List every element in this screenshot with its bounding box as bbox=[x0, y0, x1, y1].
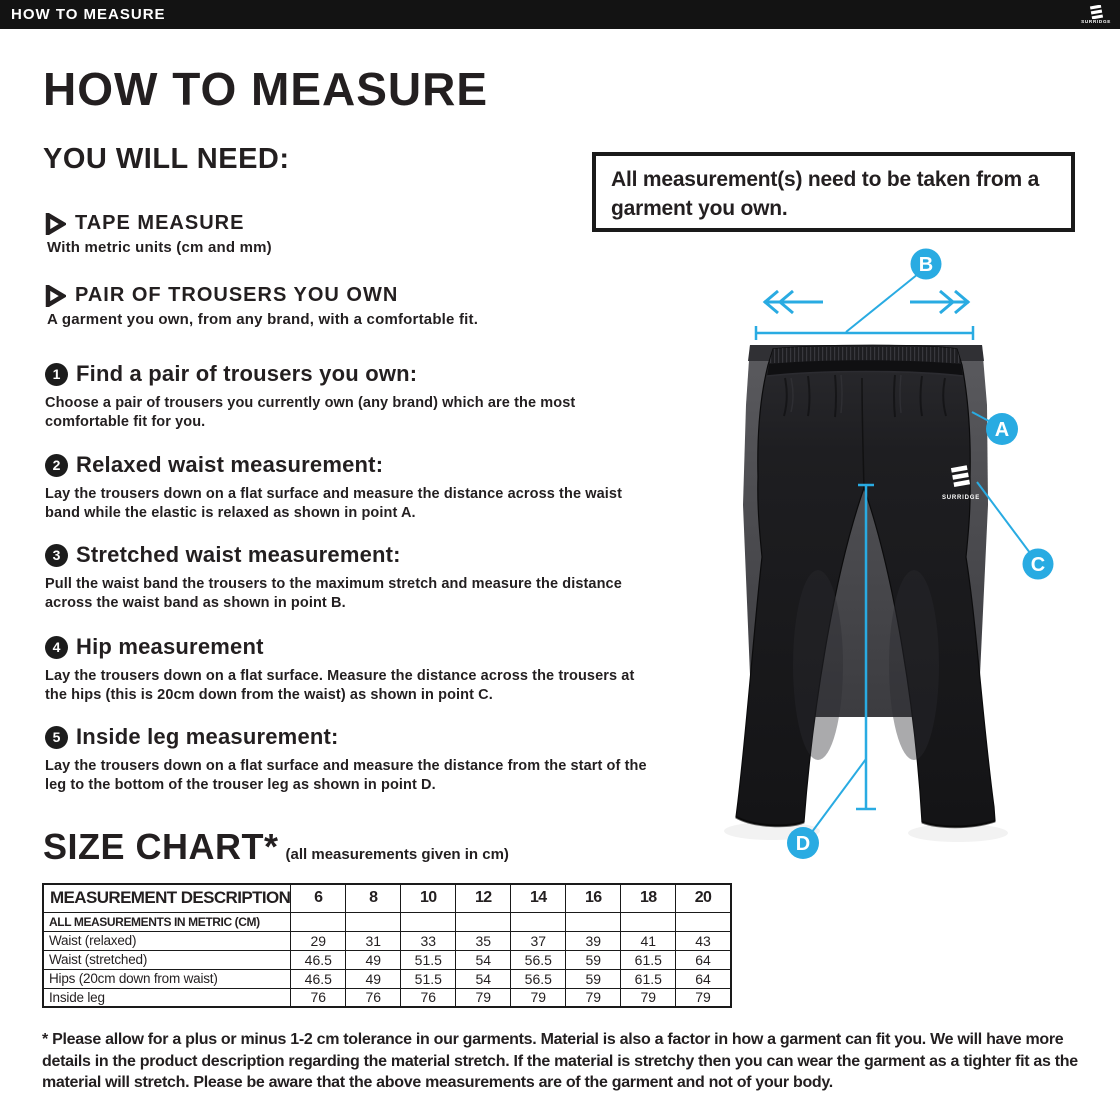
need-item-head bbox=[45, 284, 478, 307]
cell: 46.5 bbox=[291, 950, 346, 969]
triangle-bullet-icon bbox=[45, 285, 66, 307]
tolerance-footnote: * Please allow for a plus or minus 1-2 cm tolerance in our garments. Material is also a factor in how a garment can fit you. We will have more details in the product description regarding the material stretch. If the material is stretchy then you can wear the garment as a tighter fit as the material will stretch. Please be aware that the above measurements are of the garment and not of your body. bbox=[42, 1031, 1078, 1091]
topbar bbox=[0, 0, 1120, 29]
note-line-1: All measurement(s) need to be taken from a bbox=[611, 168, 1040, 191]
col-header-size: 20 bbox=[676, 884, 731, 912]
size-chart-heading bbox=[43, 826, 509, 868]
note-line-2: garment you own. bbox=[611, 197, 788, 220]
step-5 bbox=[45, 724, 653, 795]
step-3 bbox=[45, 542, 653, 613]
step-title: Find a pair of trousers you own: bbox=[76, 361, 418, 386]
cell: 61.5 bbox=[621, 950, 676, 969]
need-item-head bbox=[45, 212, 272, 235]
step-number-badge: 4 bbox=[45, 636, 68, 659]
col-header-size: 10 bbox=[401, 884, 456, 912]
need-item-description: With metric units (cm and mm) bbox=[47, 239, 272, 256]
step-title: Inside leg measurement: bbox=[76, 724, 339, 749]
cell: 31 bbox=[346, 931, 401, 950]
cell: 49 bbox=[346, 969, 401, 988]
row-label: Hips (20cm down from waist) bbox=[43, 969, 291, 988]
col-header-description: MEASUREMENT DESCRIPTION bbox=[43, 884, 291, 912]
step-head bbox=[45, 542, 653, 568]
cell: 79 bbox=[621, 988, 676, 1007]
marker-b-label: B bbox=[918, 254, 934, 276]
cell: 79 bbox=[676, 988, 731, 1007]
cell: 76 bbox=[401, 988, 456, 1007]
cell: 41 bbox=[621, 931, 676, 950]
step-head bbox=[45, 634, 653, 660]
need-item-label: TAPE MEASURE bbox=[75, 212, 245, 234]
cell: 49 bbox=[346, 950, 401, 969]
need-item-description: A garment you own, from any brand, with a comfortable fit. bbox=[47, 311, 479, 328]
cell: 56.5 bbox=[511, 969, 566, 988]
table-metric-row bbox=[43, 912, 731, 931]
step-description: Lay the trousers down on a flat surface. Measure the distance across the trousers at the hips (this is 20cm down from the waist) as shown in point C. bbox=[45, 668, 635, 703]
topbar-title: HOW TO MEASURE bbox=[11, 6, 166, 23]
cell: 54 bbox=[456, 969, 511, 988]
col-header-size: 18 bbox=[621, 884, 676, 912]
col-header-size: 14 bbox=[511, 884, 566, 912]
cell: 76 bbox=[346, 988, 401, 1007]
cell: 61.5 bbox=[621, 969, 676, 988]
step-title: Relaxed waist measurement: bbox=[76, 452, 384, 477]
cell: 35 bbox=[456, 931, 511, 950]
cell: 64 bbox=[676, 969, 731, 988]
table-header-row bbox=[43, 884, 731, 912]
size-chart-subtitle: (all measurements given in cm) bbox=[285, 846, 509, 863]
cell: 56.5 bbox=[511, 950, 566, 969]
step-2 bbox=[45, 452, 653, 523]
step-description: Choose a pair of trousers you currently own (any brand) which are the most comfortable fit for you. bbox=[45, 395, 576, 430]
cell: 79 bbox=[566, 988, 621, 1007]
marker-c-label: C bbox=[1030, 554, 1046, 576]
step-number-badge: 1 bbox=[45, 363, 68, 386]
cell: 37 bbox=[511, 931, 566, 950]
step-description: Pull the waist band the trousers to the maximum stretch and measure the distance across the waist band as shown in point B. bbox=[45, 576, 622, 611]
need-item-tape-measure bbox=[45, 212, 272, 256]
surridge-logo bbox=[1081, 5, 1111, 25]
step-head bbox=[45, 452, 653, 478]
step-description: Lay the trousers down on a flat surface and measure the distance across the waist band while the elastic is relaxed as shown in point A. bbox=[45, 486, 622, 521]
row-label: Waist (relaxed) bbox=[43, 931, 291, 950]
cell: 59 bbox=[566, 950, 621, 969]
marker-a-label: A bbox=[994, 419, 1010, 441]
size-chart-title: SIZE CHART* bbox=[43, 826, 279, 867]
step-number-badge: 5 bbox=[45, 726, 68, 749]
table-row-inside-leg bbox=[43, 988, 731, 1007]
cell: 64 bbox=[676, 950, 731, 969]
cell: 79 bbox=[511, 988, 566, 1007]
row-label: Waist (stretched) bbox=[43, 950, 291, 969]
step-number-badge: 2 bbox=[45, 454, 68, 477]
trousers-logo-text: SURRIDGE bbox=[941, 495, 981, 501]
table-row-waist-stretched bbox=[43, 950, 731, 969]
step-4 bbox=[45, 634, 653, 705]
trousers-measurement-diagram bbox=[690, 245, 1110, 905]
col-header-size: 6 bbox=[291, 884, 346, 912]
cell: 54 bbox=[456, 950, 511, 969]
measurement-note bbox=[592, 152, 1075, 232]
step-title: Hip measurement bbox=[76, 634, 264, 659]
cell: 79 bbox=[456, 988, 511, 1007]
col-header-size: 16 bbox=[566, 884, 621, 912]
cell: 43 bbox=[676, 931, 731, 950]
surridge-logo-text: SURRIDGE bbox=[1081, 18, 1111, 24]
cell: 29 bbox=[291, 931, 346, 950]
table-row-hips bbox=[43, 969, 731, 988]
page-title: HOW TO MEASURE bbox=[43, 63, 489, 115]
triangle-bullet-icon bbox=[45, 213, 66, 235]
cell: 46.5 bbox=[291, 969, 346, 988]
step-head bbox=[45, 724, 653, 750]
cell: 39 bbox=[566, 931, 621, 950]
step-number-badge: 3 bbox=[45, 544, 68, 567]
row-label: Inside leg bbox=[43, 988, 291, 1007]
col-header-size: 12 bbox=[456, 884, 511, 912]
step-head bbox=[45, 361, 653, 387]
cell: 33 bbox=[401, 931, 456, 950]
table-row-waist-relaxed bbox=[43, 931, 731, 950]
step-1 bbox=[45, 361, 653, 432]
step-description: Lay the trousers down on a flat surface and measure the distance from the start of the leg to the bottom of the trouser leg as shown in point D. bbox=[45, 758, 647, 793]
metric-note: ALL MEASUREMENTS IN METRIC (CM) bbox=[43, 912, 291, 931]
col-header-size: 8 bbox=[346, 884, 401, 912]
need-item-label: PAIR OF TROUSERS YOU OWN bbox=[75, 284, 399, 306]
surridge-logo-icon bbox=[1089, 5, 1104, 19]
you-will-need-heading: YOU WILL NEED: bbox=[43, 143, 290, 175]
cell: 76 bbox=[291, 988, 346, 1007]
cell: 51.5 bbox=[401, 969, 456, 988]
cell: 59 bbox=[566, 969, 621, 988]
step-title: Stretched waist measurement: bbox=[76, 542, 401, 567]
cell: 51.5 bbox=[401, 950, 456, 969]
marker-d-label: D bbox=[795, 833, 811, 855]
size-chart-table bbox=[42, 883, 732, 1008]
need-item-trousers bbox=[45, 284, 478, 328]
